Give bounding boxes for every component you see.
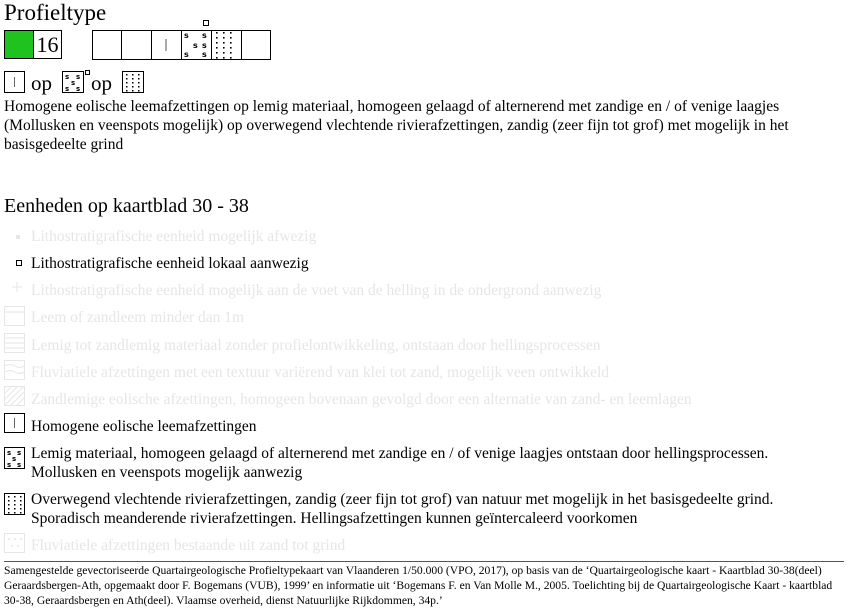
svg-text:s: s	[17, 461, 22, 468]
svg-text:s: s	[193, 41, 198, 50]
legend-item-slope-material: Lemig tot zandlemig materiaal zonder profielontwikkeling, ontstaan door hellingsprocessen	[31, 337, 601, 354]
slope-deposit-symbol	[62, 71, 84, 93]
legend-item-fluvial-clay-sand: Fluviatiele afzettingen met een textuur variërend van klei tot zand, mogelijk veen ontwikkeld	[31, 364, 610, 381]
eolian-loam-symbol	[4, 71, 25, 93]
legend-item-thin-cover: Leem of zandleem minder dan 1m	[31, 309, 245, 326]
eolian-loam-icon	[4, 413, 25, 433]
page-title: Profieltype	[4, 0, 107, 25]
svg-text:s: s	[65, 73, 70, 81]
svg-text:s: s	[76, 73, 81, 81]
formula-connector-2: op	[91, 71, 112, 95]
svg-text:s: s	[17, 449, 22, 457]
legend-item-slope-foot: Lithostratigrafische eenheid mogelijk aan de voet van de helling in de ondergrond aanwezig	[31, 282, 602, 299]
svg-text:s: s	[76, 85, 81, 92]
small-dot-icon	[16, 235, 20, 239]
legend-item-braided-river-line2: Sporadisch meanderende rivierafzettingen. Hellingsafzettingen kunnen geïntercaleerd voorkomen	[31, 510, 638, 527]
legend-item-sandy-eolian: Zandlemige eolische afzettingen, homogeen bovenaan gevolgd door een alternatie van zand- en leemlagen	[31, 391, 692, 408]
legend-item-possibly-absent: Lithostratigrafische eenheid mogelijk afwezig	[31, 228, 317, 245]
svg-text:s: s	[202, 50, 207, 59]
svg-text:s: s	[184, 31, 189, 40]
legend-item-slope-deposit-line2: Mollusken en veenspots mogelijk aanwezig	[31, 464, 303, 481]
legend-item-locally-present: Lithostratigrafische eenheid lokaal aanwezig	[31, 255, 309, 272]
legend-item-eolian-loam: Homogene eolische leemafzettingen	[31, 418, 257, 435]
svg-text:s: s	[12, 455, 17, 463]
legend-item-braided-river: Overwegend vlechtende rivierafzettingen, zandig (zeer fijn tot grof) van natuur met mogelijk in het basisgedeelte grind.	[31, 491, 774, 508]
profile-description: Homogene eolische leemafzettingen op lemig materiaal, homogeen gelaagd of alternerend met zandige en / of venige laagjes (Mollusken en veenspots mogelijk) op overwegend vlechtende rivierafzettingen, zandig (zeer fijn tot grof) met mogelijk in het basisgedeelte grind	[4, 98, 789, 153]
units-heading: Eenheden op kaartblad 30 - 38	[4, 195, 249, 217]
source-footer: Samengestelde gevectoriseerde Quartairgeologische Profieltypekaart van Vlaanderen 1/50.000 (VPO, 2017), op basis van de ‘Quartairgeologische kaart - Kaartblad 30-38(deel) Geraardsbergen-Ath, opgemaakt door F. Bogemans (VUB), 1999’ en informatie uit ‘Bogemans F. en Van Molle M., 2005. Toelichting bij de Quartairgeologische Kaart - kaartblad 30-38, Geraardsbergen en Ath(deel). Vlaamse overheid, dienst Natuurlijke Rijkdommen, 34p.’	[4, 561, 844, 608]
svg-text:s: s	[202, 31, 207, 40]
horizontal-lines-icon	[4, 333, 25, 353]
profile-code: 16	[33, 30, 62, 59]
svg-text:s: s	[202, 41, 207, 50]
legend-item-sand-gravel: Fluviatiele afzettingen bestaande uit zand tot grind	[31, 537, 346, 554]
wavy-lines-icon	[4, 360, 25, 380]
locally-present-marker-formula	[85, 70, 90, 75]
svg-text:s: s	[7, 449, 12, 457]
slope-deposit-icon	[4, 447, 25, 469]
profile-column-strip	[92, 30, 272, 60]
small-square-icon	[16, 260, 22, 266]
profile-color-swatch	[4, 30, 34, 59]
svg-text:s: s	[7, 461, 12, 468]
braided-river-icon	[4, 493, 25, 515]
svg-text:s: s	[184, 50, 189, 59]
braided-river-symbol	[122, 71, 144, 93]
formula-connector-1: op	[31, 71, 52, 95]
svg-text:s: s	[65, 85, 70, 92]
legend-item-slope-deposit: Lemig materiaal, homogeen gelaagd of alternerend met zandige en / of venige laagjes ontstaan door hellingsprocessen.	[31, 445, 769, 462]
thin-cover-icon	[4, 306, 25, 326]
sand-gravel-icon	[4, 533, 25, 553]
locally-present-marker	[203, 20, 209, 26]
svg-text:s: s	[71, 79, 76, 87]
hatch-icon	[4, 386, 25, 406]
plus-icon	[12, 282, 22, 292]
